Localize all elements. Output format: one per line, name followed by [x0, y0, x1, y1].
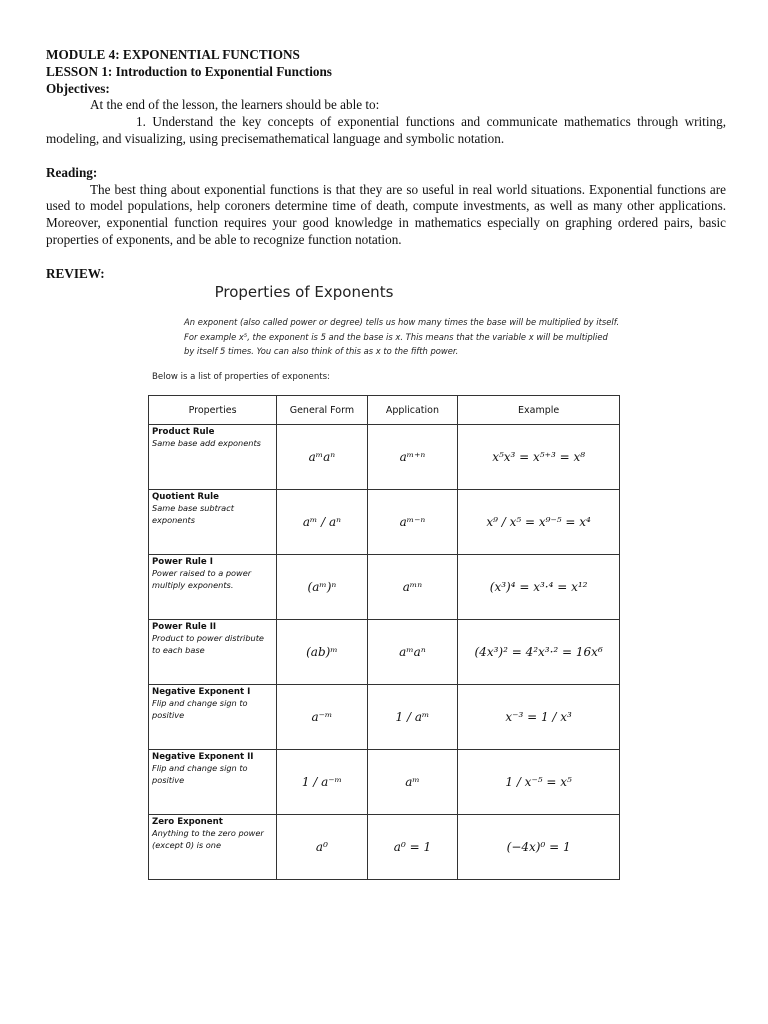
table-header-row	[149, 396, 620, 425]
exponent-intro: An exponent (also called power or degree) tells us how many times the base will be multiplied by itself. For example x⁵, the exponent is 5 and the base is x. This means that the variable x will be multiplied by itself 5 times. You can also think of this as x to the fifth power.	[184, 317, 620, 356]
application: aᵐ⁻ⁿ	[367, 490, 458, 555]
property-name: Power Rule I	[152, 557, 213, 567]
property-name: Zero Exponent	[152, 817, 223, 827]
document-body	[46, 47, 726, 283]
header-example: Example	[458, 396, 620, 425]
header-properties: Properties	[149, 396, 277, 425]
property-desc: Same base add exponents	[152, 438, 261, 448]
property-name: Negative Exponent I	[152, 687, 251, 697]
example: (4x³)² = 4²x³·² = 16x⁶	[458, 620, 620, 685]
property-name: Negative Exponent II	[152, 752, 254, 762]
example: x⁻³ = 1 / x³	[458, 685, 620, 750]
general-form: aᵐ / aⁿ	[277, 490, 367, 555]
objectives-heading: Objectives:	[46, 80, 110, 96]
property-name: Power Rule II	[152, 622, 217, 632]
general-form: (aᵐ)ⁿ	[277, 555, 367, 620]
header-application: Application	[367, 396, 458, 425]
example: (x³)⁴ = x³·⁴ = x¹²	[458, 555, 620, 620]
properties-table	[148, 395, 620, 880]
general-form: aᵐaⁿ	[277, 425, 367, 490]
table-row	[149, 620, 620, 685]
application: aᵐaⁿ	[367, 620, 458, 685]
table-row	[149, 555, 620, 620]
module-title: MODULE 4: EXPONENTIAL FUNCTIONS	[46, 47, 300, 62]
table-row	[149, 490, 620, 555]
property-name: Product Rule	[152, 427, 215, 437]
example: x⁵x³ = x⁵⁺³ = x⁸	[458, 425, 620, 490]
reading-heading: Reading:	[46, 164, 98, 180]
table-row	[149, 685, 620, 750]
review-heading: REVIEW:	[46, 265, 105, 281]
table-row	[149, 425, 620, 490]
general-form: a⁻ᵐ	[277, 685, 367, 750]
general-form: a⁰	[277, 815, 367, 880]
property-desc: Anything to the zero power (except 0) is one	[152, 828, 264, 850]
properties-of-exponents-image	[144, 281, 624, 863]
property-desc: Flip and change sign to positive	[152, 698, 248, 720]
list-title: Below is a list of properties of exponents:	[152, 372, 331, 382]
property-name: Quotient Rule	[152, 492, 219, 502]
general-form: (ab)ᵐ	[277, 620, 367, 685]
application: 1 / aᵐ	[367, 685, 458, 750]
application: aᵐ⁺ⁿ	[367, 425, 458, 490]
objectives-intro: At the end of the lesson, the learners should be able to:	[90, 97, 380, 113]
lesson-title: LESSON 1: Introduction to Exponential Functions	[46, 63, 332, 79]
header-general-form: General Form	[277, 396, 367, 425]
property-desc: Flip and change sign to positive	[152, 763, 248, 785]
application: aᵐⁿ	[367, 555, 458, 620]
properties-title: Properties of Exponents	[214, 283, 394, 301]
reading-text: The best thing about exponential functions is that they are so useful in real world situations. Exponential functions are used to model populations, help coroners determine time of death, compute investments, as well as many other applications. Moreover, exponential function requires your good knowledge in mathematics especially on graphing ordered pairs, basic properties of exponents, and be able to recognize function notation.	[46, 181, 726, 247]
property-desc: Power raised to a power multiply exponents.	[152, 568, 252, 590]
objective-item: 1. Understand the key concepts of exponential functions and communicate mathematics through writing, modeling, and visualizing, using precisemathematical language and symbolic notation.	[46, 114, 726, 146]
example: 1 / x⁻⁵ = x⁵	[458, 750, 620, 815]
table-row	[149, 750, 620, 815]
example: (−4x)⁰ = 1	[458, 815, 620, 880]
general-form: 1 / a⁻ᵐ	[277, 750, 367, 815]
application: a⁰ = 1	[367, 815, 458, 880]
application: aᵐ	[367, 750, 458, 815]
table-row	[149, 815, 620, 880]
property-desc: Product to power distribute to each base	[152, 633, 264, 655]
example: x⁹ / x⁵ = x⁹⁻⁵ = x⁴	[458, 490, 620, 555]
property-desc: Same base subtract exponents	[152, 503, 234, 525]
